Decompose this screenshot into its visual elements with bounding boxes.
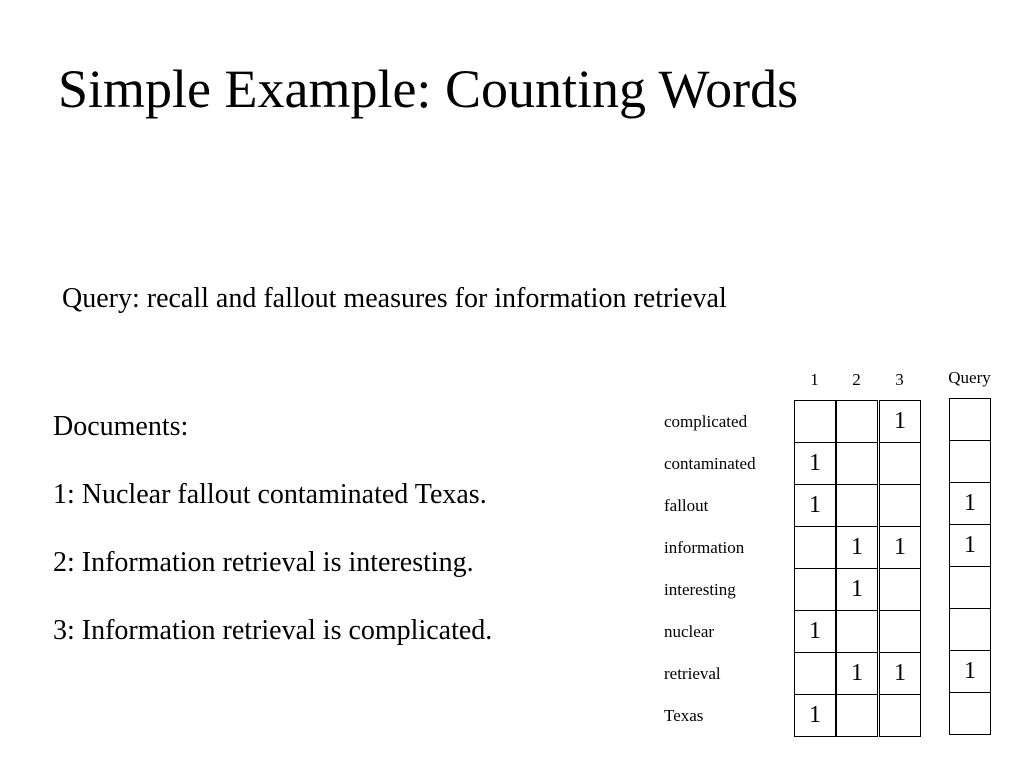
- doc-column-header-3: 3: [895, 370, 904, 389]
- matrix-cell: [879, 694, 921, 737]
- query-cell: 1: [949, 524, 991, 567]
- matrix-cell: [794, 400, 836, 443]
- term-label-fallout: fallout: [664, 496, 709, 515]
- matrix-cell: [836, 442, 878, 485]
- slide-title: Simple Example: Counting Words: [58, 59, 799, 119]
- query-cell: [949, 692, 991, 735]
- document-item-3: 3: Information retrieval is complicated.: [53, 615, 493, 646]
- query-cell: 1: [949, 650, 991, 693]
- matrix-cell: 1: [879, 652, 921, 695]
- matrix-cell: 1: [836, 526, 878, 569]
- matrix-cell: 1: [879, 400, 921, 443]
- doc-column-header-2: 2: [852, 370, 861, 389]
- matrix-cell: 1: [836, 652, 878, 695]
- term-label-texas: Texas: [664, 706, 704, 725]
- document-item-1: 1: Nuclear fallout contaminated Texas.: [53, 479, 487, 510]
- matrix-cell: [836, 400, 878, 443]
- matrix-cell: [879, 610, 921, 653]
- term-label-contaminated: contaminated: [664, 454, 756, 473]
- matrix-cell: 1: [794, 484, 836, 527]
- query-cell: [949, 398, 991, 441]
- matrix-cell: [794, 568, 836, 611]
- matrix-cell: [879, 484, 921, 527]
- matrix-cell: [879, 442, 921, 485]
- query-text: Query: recall and fallout measures for information retrieval: [62, 283, 727, 314]
- query-cell: [949, 608, 991, 651]
- matrix-cell: [836, 484, 878, 527]
- matrix-cell: [836, 610, 878, 653]
- documents-heading: Documents:: [53, 411, 189, 442]
- term-label-nuclear: nuclear: [664, 622, 715, 641]
- document-item-2: 2: Information retrieval is interesting.: [53, 547, 474, 578]
- query-column-header: Query: [948, 368, 991, 387]
- matrix-cell: 1: [879, 526, 921, 569]
- matrix-cell: [794, 526, 836, 569]
- term-label-information: information: [664, 538, 745, 557]
- term-label-complicated: complicated: [664, 412, 748, 431]
- matrix-cell: 1: [794, 694, 836, 737]
- matrix-cell: [794, 652, 836, 695]
- query-cell: [949, 440, 991, 483]
- query-cell: 1: [949, 482, 991, 525]
- term-label-interesting: interesting: [664, 580, 736, 599]
- matrix-cell: 1: [836, 568, 878, 611]
- doc-column-header-1: 1: [810, 370, 819, 389]
- matrix-cell: 1: [794, 442, 836, 485]
- query-cell: [949, 566, 991, 609]
- term-label-retrieval: retrieval: [664, 664, 721, 683]
- document-list: [53, 410, 492, 682]
- matrix-cell: 1: [794, 610, 836, 653]
- matrix-cell: [836, 694, 878, 737]
- matrix-cell: [879, 568, 921, 611]
